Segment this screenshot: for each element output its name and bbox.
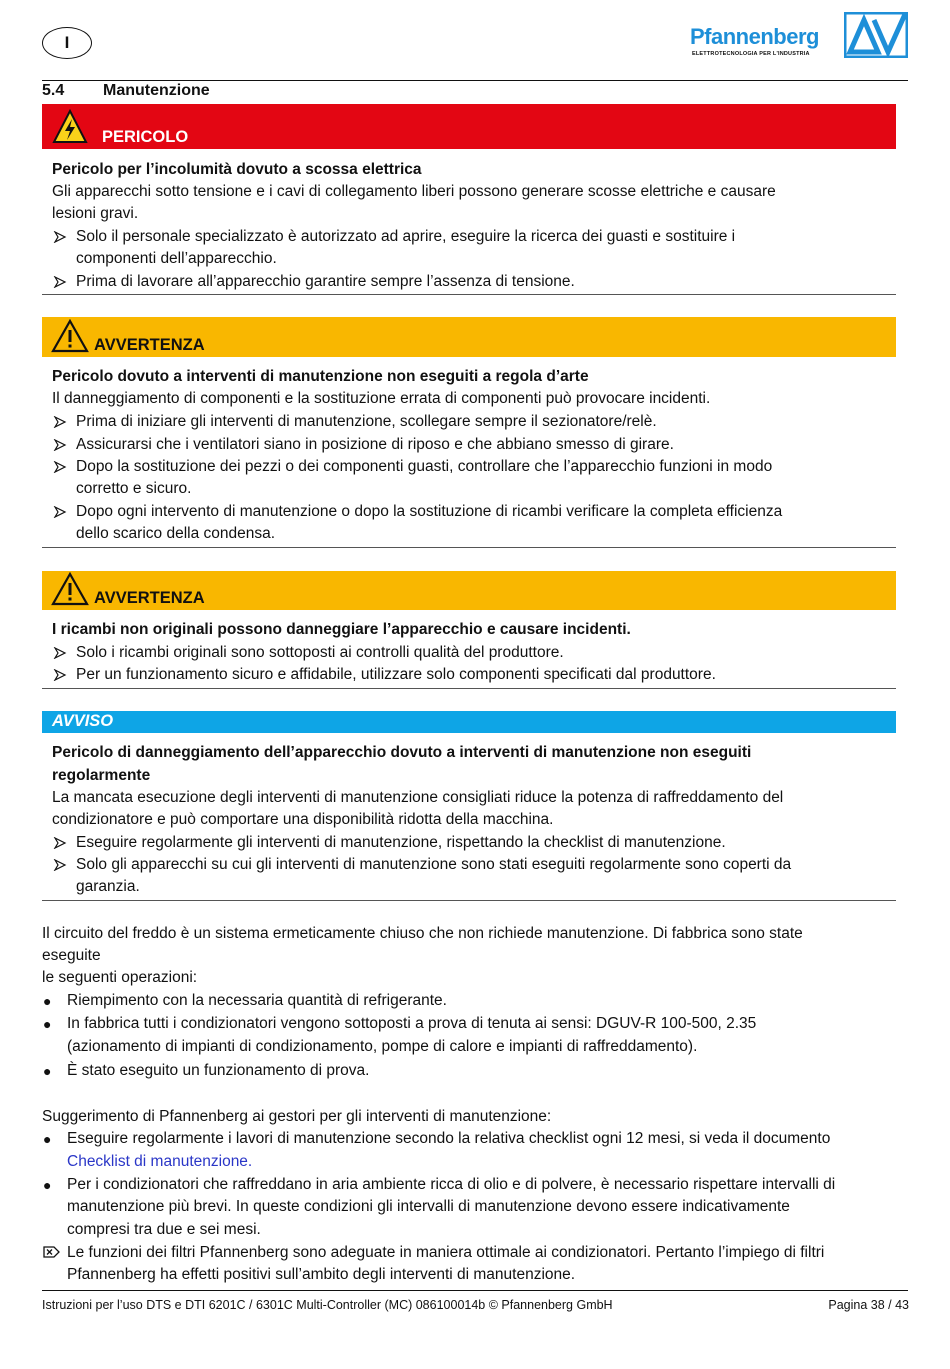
warning-banner (42, 571, 896, 610)
brand-mark-icon (844, 12, 908, 58)
notice-item: garanzia. (76, 878, 140, 895)
danger-label: PERICOLO (102, 128, 189, 146)
warning-item: corretto e sicuro. (76, 480, 192, 497)
danger-item: Prima di lavorare all’apparecchio garantire sempre l’assenza di tensione. (76, 273, 575, 290)
brand-logo (688, 10, 910, 60)
warning-icon (51, 319, 89, 353)
body-paragraph: eseguite (42, 947, 101, 964)
divider (42, 547, 896, 548)
electric-hazard-icon (52, 109, 88, 145)
warning-banner (42, 317, 896, 357)
list-item: manutenzione più brevi. In queste condizioni gli intervalli di manutenzione devono essere indicativamente (67, 1198, 790, 1215)
brand-name: Pfannenberg (690, 24, 819, 49)
note-line: Pfannenberg ha effetti positivi sull’ambito degli interventi di manutenzione. (67, 1266, 576, 1283)
notice-text-line: La mancata esecuzione degli interventi di manutenzione consigliati riduce la potenza di raffreddamento del (52, 789, 784, 806)
footer-page-number: Pagina 38 / 43 (828, 1298, 909, 1312)
warning-item: Dopo ogni intervento di manutenzione o dopo la sostituzione di ricambi verificare la completa efficienza (76, 503, 783, 520)
note-pointer-icon (43, 1246, 60, 1258)
arrow-bullet-icon (53, 416, 67, 428)
note-line: Le funzioni dei filtri Pfannenberg sono adeguate in maniera ottimale ai condizionatori. Pertanto l’impiego di filtri (67, 1244, 825, 1261)
danger-text-line: Gli apparecchi sotto tensione e i cavi di collegamento liberi possono generare scosse elettriche e causare (52, 183, 776, 200)
footer-rule (42, 1290, 908, 1291)
warning-heading: I ricambi non originali possono danneggiare l’apparecchio e causare incidenti. (52, 621, 631, 638)
divider (42, 294, 896, 295)
danger-text-line: lesioni gravi. (52, 205, 139, 222)
notice-item: Eseguire regolarmente gli interventi di manutenzione, rispettando la checklist di manutenzione. (76, 834, 726, 851)
bullet-dot: ● (43, 1177, 52, 1193)
notice-text-line: condizionatore e può comportare una disponibilità ridotta della macchina. (52, 811, 554, 828)
warning-icon (51, 572, 89, 606)
arrow-bullet-icon (53, 461, 67, 473)
list-item: Eseguire regolarmente i lavori di manutenzione secondo la relativa checklist ogni 12 mesi, si veda il documento (67, 1130, 831, 1147)
warning-item: Assicurarsi che i ventilatori siano in posizione di riposo e che abbiano smesso di girare. (76, 436, 674, 453)
bullet-dot: ● (43, 993, 52, 1009)
notice-label: AVVISO (52, 712, 114, 730)
section-heading (42, 82, 210, 100)
bullet-dot: ● (43, 1131, 52, 1147)
list-item: È stato eseguito un funzionamento di prova. (67, 1062, 370, 1079)
section-title: Manutenzione (103, 82, 210, 99)
arrow-bullet-icon (53, 231, 67, 243)
arrow-bullet-icon (53, 859, 67, 871)
footer-document-info: Istruzioni per l’uso DTS e DTI 6201C / 6301C Multi-Controller (MC) 086100014b © Pfannenberg GmbH (42, 1298, 613, 1312)
divider (42, 688, 896, 689)
list-item: Riempimento con la necessaria quantità di refrigerante. (67, 992, 447, 1009)
bullet-dot: ● (43, 1063, 52, 1079)
body-paragraph: Il circuito del freddo è un sistema ermeticamente chiuso che non richiede manutenzione. Di fabbrica sono state (42, 925, 803, 942)
danger-banner (42, 104, 896, 149)
arrow-bullet-icon (53, 506, 67, 518)
warning-item: Prima di iniziare gli interventi di manutenzione, scollegare sempre il sezionatore/relè. (76, 413, 657, 430)
notice-heading: regolarmente (52, 767, 151, 784)
notice-heading: Pericolo di danneggiamento dell’apparecchio dovuto a interventi di manutenzione non eseguiti (52, 744, 752, 761)
danger-item: componenti dell’apparecchio. (76, 250, 277, 267)
warning-item: dello scarico della condensa. (76, 525, 276, 542)
warning-text: Il danneggiamento di componenti e la sostituzione errata di componenti può provocare incidenti. (52, 390, 711, 407)
list-item: compresi tra due e sei mesi. (67, 1221, 261, 1238)
warning-label: AVVERTENZA (94, 589, 205, 607)
list-item: Per i condizionatori che raffreddano in aria ambiente ricca di olio e di polvere, è necessario rispettare intervalli di (67, 1176, 836, 1193)
tips-intro: Suggerimento di Pfannenberg ai gestori per gli interventi di manutenzione: (42, 1108, 552, 1125)
notice-item: Solo gli apparecchi su cui gli interventi di manutenzione sono stati eseguiti regolarmente sono coperti da (76, 856, 792, 873)
notice-banner (42, 711, 896, 733)
danger-item: Solo il personale specializzato è autorizzato ad aprire, eseguire la ricerca dei guasti e sostituire i (76, 228, 736, 245)
warning-item: Dopo la sostituzione dei pezzi o dei componenti guasti, controllare che l’apparecchio funzioni in modo (76, 458, 773, 475)
arrow-bullet-icon (53, 276, 67, 288)
divider (42, 900, 896, 901)
list-item: (azionamento di impianti di condizionamento, pompe di calore e impianti di raffreddamento). (67, 1038, 698, 1055)
arrow-bullet-icon (53, 837, 67, 849)
brand-tagline: ELETTROTECNOLOGIA PER L'INDUSTRIA (692, 51, 810, 57)
language-code: I (64, 33, 70, 52)
warning-heading: Pericolo dovuto a interventi di manutenzione non eseguiti a regola d’arte (52, 368, 589, 385)
warning-label: AVVERTENZA (94, 336, 205, 354)
arrow-bullet-icon (53, 669, 67, 681)
warning-item: Per un funzionamento sicuro e affidabile, utilizzare solo componenti specificati dal produttore. (76, 666, 716, 683)
arrow-bullet-icon (53, 439, 67, 451)
list-item: In fabbrica tutti i condizionatori vengono sottoposti a prova di tenuta ai sensi: DGUV-R 100-500, 2.35 (67, 1015, 757, 1032)
checklist-link[interactable]: Checklist di manutenzione. (67, 1153, 253, 1170)
header-rule (42, 80, 908, 81)
language-badge (42, 27, 92, 59)
body-paragraph: le seguenti operazioni: (42, 969, 198, 986)
danger-heading: Pericolo per l’incolumità dovuto a scossa elettrica (52, 161, 422, 178)
section-number: 5.4 (42, 82, 65, 99)
bullet-dot: ● (43, 1016, 52, 1032)
warning-item: Solo i ricambi originali sono sottoposti ai controlli qualità del produttore. (76, 644, 564, 661)
arrow-bullet-icon (53, 647, 67, 659)
